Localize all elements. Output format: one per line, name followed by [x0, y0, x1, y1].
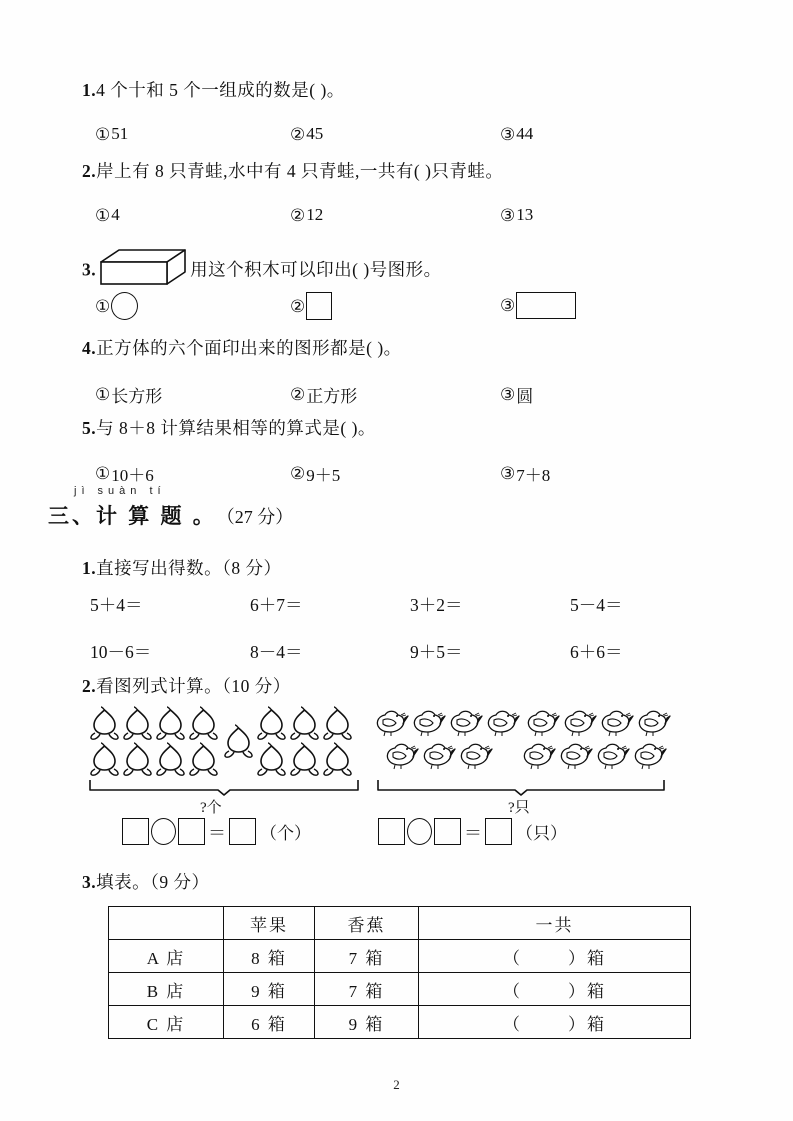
option-marker-icon: ② — [290, 296, 306, 316]
peach-icon — [187, 705, 220, 741]
operator-circle[interactable] — [151, 818, 176, 845]
peach-row-top — [255, 705, 354, 741]
subquestion-3-heading — [82, 874, 210, 892]
question-1-number: 1. — [82, 80, 97, 100]
question-1-body: 4 个十和 5 个一组成的数是( )。 — [96, 80, 345, 100]
question-2-number: 2. — [82, 161, 97, 181]
paren-open: （ — [503, 948, 522, 968]
arithmetic-item[interactable]: 5－4＝ — [570, 595, 623, 615]
apple-count: 9 箱 — [224, 973, 315, 1006]
table-header-apple: 苹果 — [224, 907, 315, 940]
bird-row-bottom — [382, 739, 520, 772]
apple-count: 6 箱 — [224, 1006, 315, 1039]
option-label: 4 — [111, 205, 120, 224]
option-label: 51 — [111, 124, 129, 143]
option-2-1[interactable] — [95, 205, 120, 225]
option-5-3[interactable] — [500, 461, 550, 486]
question-5-body: 与 8＋8 计算结果相等的算式是( )。 — [96, 418, 376, 438]
option-label: 13 — [516, 205, 534, 224]
bird-bracket-label: ?只 — [508, 800, 530, 816]
subquestion-2-number: 2. — [82, 676, 97, 696]
answer-box[interactable] — [178, 818, 205, 845]
subquestion-1-number: 1. — [82, 558, 97, 578]
arithmetic-item[interactable]: 5＋4＝ — [90, 595, 143, 615]
option-1-2[interactable] — [290, 124, 323, 144]
answer-box[interactable] — [229, 818, 256, 845]
bird-group-second — [523, 706, 671, 772]
store-name: C 店 — [109, 1006, 224, 1039]
question-3-text — [82, 248, 442, 295]
arithmetic-item[interactable]: 6＋7＝ — [250, 595, 303, 615]
bird-icon — [556, 739, 593, 772]
option-2-3[interactable] — [500, 205, 533, 225]
paren-close-unit: ）箱 — [568, 948, 606, 968]
equals-sign: ＝ — [464, 822, 482, 843]
section-heading — [48, 485, 294, 530]
banana-count: 7 箱 — [315, 940, 419, 973]
question-3-body: 用这个积木可以印出( )号图形。 — [190, 259, 442, 280]
peach-group-second — [255, 705, 354, 777]
total-answer-cell[interactable] — [419, 973, 691, 1006]
bird-row-top — [372, 706, 520, 739]
page-number: 2 — [393, 1077, 400, 1092]
option-marker-icon: ② — [290, 205, 306, 225]
unit-label: （只） — [516, 824, 567, 843]
option-marker-icon: ② — [290, 385, 306, 404]
subquestion-3-title: 填表。（9 分） — [96, 872, 210, 892]
peach-icon — [88, 741, 121, 777]
arithmetic-item[interactable]: 6＋6＝ — [570, 642, 623, 662]
question-4-body: 正方体的六个面印出来的图形都是( )。 — [96, 338, 402, 358]
table-row — [109, 1006, 691, 1039]
bird-icon — [483, 706, 520, 739]
option-marker-icon: ② — [290, 464, 306, 483]
bird-icon — [634, 706, 671, 739]
peach-group — [88, 705, 220, 777]
bird-icon — [523, 706, 560, 739]
bird-icon — [382, 739, 419, 772]
apple-count: 8 箱 — [224, 940, 315, 973]
paren-close-unit: ）箱 — [568, 1014, 606, 1034]
bird-icon — [630, 739, 667, 772]
option-label: 7＋8 — [516, 466, 551, 485]
picture-problem-area — [0, 700, 793, 816]
option-label: 正方形 — [306, 387, 358, 406]
option-1-1[interactable] — [95, 124, 128, 144]
arithmetic-item[interactable]: 9＋5＝ — [410, 642, 463, 662]
answer-box[interactable] — [378, 818, 405, 845]
option-3-2[interactable] — [290, 292, 332, 320]
fruit-table-wrapper — [108, 906, 686, 1039]
option-marker-icon: ③ — [500, 124, 516, 144]
peach-icon — [288, 705, 321, 741]
question-5-number: 5. — [82, 418, 97, 438]
option-4-3[interactable] — [500, 382, 533, 407]
banana-count: 9 箱 — [315, 1006, 419, 1039]
answer-equation-left — [122, 818, 311, 845]
peach-icon — [288, 741, 321, 777]
option-5-2[interactable] — [290, 461, 340, 486]
option-marker-icon: ③ — [500, 464, 516, 483]
option-4-1[interactable] — [95, 382, 162, 407]
question-2-body: 岸上有 8 只青蛙,水中有 4 只青蛙,一共有( )只青蛙。 — [96, 161, 504, 181]
bird-group — [372, 706, 520, 772]
bird-icon — [456, 739, 493, 772]
subquestion-1-title: 直接写出得数。（8 分） — [96, 558, 282, 578]
question-2-text — [82, 163, 503, 181]
unit-label: （个） — [260, 824, 311, 843]
arithmetic-grid — [90, 592, 730, 686]
option-marker-icon: ③ — [500, 296, 516, 315]
table-row — [109, 973, 691, 1006]
bird-icon — [560, 706, 597, 739]
table-header-total: 一共 — [419, 907, 691, 940]
option-marker-icon: ③ — [500, 385, 516, 404]
peach-icon — [187, 741, 220, 777]
arithmetic-row — [90, 592, 730, 617]
option-label: 44 — [516, 124, 534, 143]
table-header-banana: 香蕉 — [315, 907, 419, 940]
peach-icon — [121, 741, 154, 777]
peach-icon — [88, 705, 121, 741]
peach-icon — [154, 705, 187, 741]
bird-icon — [597, 706, 634, 739]
answer-equation-right — [378, 818, 567, 845]
paren-open: （ — [503, 1014, 522, 1034]
option-label: 10＋6 — [111, 466, 154, 485]
bird-icon — [372, 706, 409, 739]
bird-icon — [419, 739, 456, 772]
subquestion-3-number: 3. — [82, 872, 97, 892]
question-4-text — [82, 340, 402, 358]
peach-icon — [255, 741, 288, 777]
fruit-table — [108, 906, 691, 1039]
peach-icon — [321, 741, 354, 777]
option-marker-icon: ① — [95, 296, 111, 316]
answer-box[interactable] — [485, 818, 512, 845]
option-marker-icon: ① — [95, 205, 111, 225]
option-3-1[interactable] — [95, 292, 138, 320]
option-5-1[interactable] — [95, 461, 154, 486]
option-marker-icon: ① — [95, 385, 111, 404]
bird-row-top — [523, 706, 671, 739]
answer-box[interactable] — [434, 818, 461, 845]
option-3-3[interactable] — [500, 292, 576, 319]
paren-open: （ — [503, 981, 522, 1001]
bird-icon — [593, 739, 630, 772]
bird-icon — [409, 706, 446, 739]
paren-close-unit: ）箱 — [568, 981, 606, 1001]
peach-row-bottom — [255, 741, 354, 777]
option-label: 12 — [306, 205, 324, 224]
peach-icon — [121, 705, 154, 741]
total-answer-cell[interactable] — [419, 940, 691, 973]
option-1-3[interactable] — [500, 124, 533, 144]
arithmetic-item[interactable]: 10－6＝ — [90, 642, 152, 662]
store-name: B 店 — [109, 973, 224, 1006]
peach-row-top — [88, 705, 220, 741]
question-4-number: 4. — [82, 338, 97, 358]
option-marker-icon: ① — [95, 124, 111, 144]
option-label: 9＋5 — [306, 466, 341, 485]
subquestion-2-title: 看图列式计算。（10 分） — [96, 676, 291, 696]
subquestion-1-heading — [82, 560, 282, 578]
peach-row-bottom — [88, 741, 220, 777]
question-3-number: 3. — [82, 259, 97, 280]
option-label: 长方形 — [111, 387, 163, 406]
bird-icon — [519, 739, 556, 772]
rectangle-shape-icon — [516, 292, 576, 319]
total-answer-cell[interactable] — [419, 1006, 691, 1039]
bird-icon — [446, 706, 483, 739]
equals-sign: ＝ — [208, 822, 226, 843]
bird-row-bottom — [519, 739, 671, 772]
operator-circle[interactable] — [407, 818, 432, 845]
question-5-text — [82, 420, 376, 438]
option-label: 45 — [306, 124, 324, 143]
square-shape-icon — [306, 292, 332, 320]
section-pinyin: jì suàn tí — [74, 485, 166, 497]
peach-icon — [321, 705, 354, 741]
circle-shape-icon — [111, 292, 138, 320]
option-label: 圆 — [516, 387, 534, 406]
cuboid-block-icon — [97, 248, 189, 292]
section-score: （27 分） — [216, 507, 294, 527]
question-1-text — [82, 82, 345, 100]
store-name: A 店 — [109, 940, 224, 973]
peach-icon — [255, 705, 288, 741]
table-header-row — [109, 907, 691, 940]
peach-bracket-icon — [88, 778, 360, 796]
option-marker-icon: ③ — [500, 205, 516, 225]
option-2-2[interactable] — [290, 205, 323, 225]
subquestion-2-heading — [82, 678, 291, 696]
arithmetic-row — [90, 639, 730, 664]
section-title: 三、计 算 题 。 — [48, 504, 217, 528]
arithmetic-item[interactable]: 8－4＝ — [250, 642, 303, 662]
arithmetic-item[interactable]: 3＋2＝ — [410, 595, 463, 615]
peach-icon — [222, 723, 255, 759]
option-4-2[interactable] — [290, 382, 357, 407]
bird-bracket-icon — [376, 778, 666, 796]
peach-bracket-label: ?个 — [200, 800, 222, 816]
option-marker-icon: ② — [290, 124, 306, 144]
option-marker-icon: ① — [95, 464, 111, 483]
banana-count: 7 箱 — [315, 973, 419, 1006]
table-header-blank — [109, 907, 224, 940]
table-row — [109, 940, 691, 973]
answer-box[interactable] — [122, 818, 149, 845]
peach-icon — [154, 741, 187, 777]
